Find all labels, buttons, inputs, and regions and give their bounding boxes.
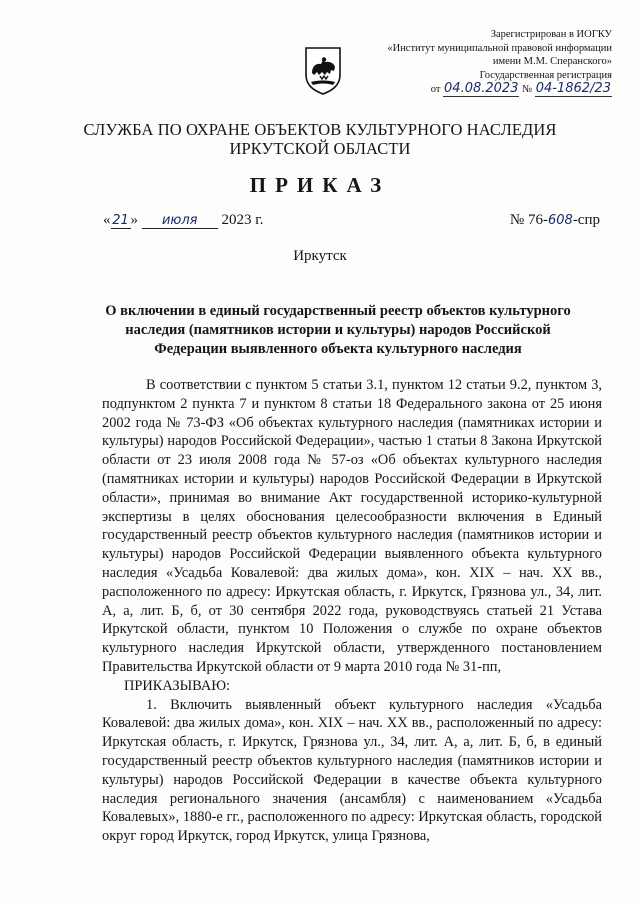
organization-line-2: ИРКУТСКОЙ ОБЛАСТИ: [229, 139, 411, 158]
registration-line-4: Государственная регистрация: [479, 69, 612, 81]
order-body: [102, 376, 602, 846]
registration-date: 04.08.2023: [444, 81, 519, 97]
order-number: [510, 212, 600, 229]
date-close-quote: »: [130, 212, 138, 228]
preamble-paragraph: В соответствии с пунктом 5 статьи 3.1, пунктом 12 статьи 9.2, пунктом 3, подпунктом 2 пункта 7 и пунктом 8 статьи 18 Федерального закона от 25 июня 2002 года № 73-ФЗ «Об объектах культурного наследия (памятниках истории и культуры) народов Российской Федерации», частью 1 статьи 8 Закона Иркутской области от 23 июля 2008 года № 57-оз «Об объектах культурного наследия (памятниках истории и культуры) народов Российской Федерации в Иркутской области», принимая во внимание Акт государственной историко-культурной экспертизы в целях обоснования целесообразности включения в Единый государственный реестр объектов культурного наследия (памятников истории и культуры) народов Российской Федерации выявленного объекта культурного наследия «Усадьба Ковалевой: два жилых дома», кон. XIX – нач. XX вв., расположенного по адресу: Иркутская область, г. Иркутск, Грязнова ул., 34, лит. А, а, лит. Б, б, от 30 сентября 2022 года, руководствуясь статьей 21 Устава Иркутской области, пунктом 10 Положения о службе по охране объектов культурного наследия Иркутской области, утвержденного постановлением Правительства Иркутской области от 9 марта 2010 года № 31-пп,: [102, 377, 602, 675]
date-year: 2023 г.: [221, 212, 264, 228]
order-subject: О включении в единый государственный реестр объектов культурного наследия (памятников истории и культуры) народов Российской Федерации выявленного объекта культурного наследия: [105, 303, 571, 357]
organization-name: [0, 120, 640, 158]
city: Иркутск: [293, 248, 347, 264]
registration-line-1: Зарегистрирован в ИОГКУ: [490, 29, 612, 40]
order-number-prefix: № 76-: [509, 212, 548, 228]
date-month: июля: [142, 213, 218, 229]
irkutsk-coat-of-arms-icon: [303, 45, 343, 95]
organization-line-1: СЛУЖБА ПО ОХРАНЕ ОБЪЕКТОВ КУЛЬТУРНОГО НАСЛЕДИЯ: [83, 120, 557, 139]
registration-line-3: имени М.М. Сперанского»: [492, 56, 612, 68]
date-day: 21: [112, 213, 129, 228]
document-type: ПРИКАЗ: [249, 173, 391, 197]
order-number-suffix: -спр: [572, 212, 600, 228]
order-item-1: 1. Включить выявленный объект культурного наследия «Усадьба Ковалевой: два жилых дома», кон. XIX – нач. XX вв., расположенный по адресу: Иркутская область, г. Иркутск, Грязнова ул., 34, лит. А, а, лит. Б, б, в единый государственный реестр объектов культурного наследия (памятников истории и культуры) народов Российской Федерации в качестве объекта культурного наследия регионального значения (ансамбля) с наименованием «Усадьба Ковалевых», 1880-е гг., расположенного по адресу: Иркутская область, городской округ город Иркутск, город Иркутск, улица Грязнова,: [102, 696, 602, 845]
order-date: [103, 212, 263, 229]
registration-number-label: №: [522, 84, 533, 96]
registration-stamp: [352, 28, 612, 97]
order-number-handwritten: 608: [547, 213, 573, 228]
registration-line-2: «Институт муниципальной правовой информации: [387, 42, 612, 54]
registration-date-number: [352, 82, 612, 97]
registration-from-label: от: [430, 84, 441, 96]
date-open-quote: «: [103, 212, 111, 228]
order-word: ПРИКАЗЫВАЮ:: [124, 677, 231, 694]
registration-number: 04-1862/23: [535, 81, 611, 97]
